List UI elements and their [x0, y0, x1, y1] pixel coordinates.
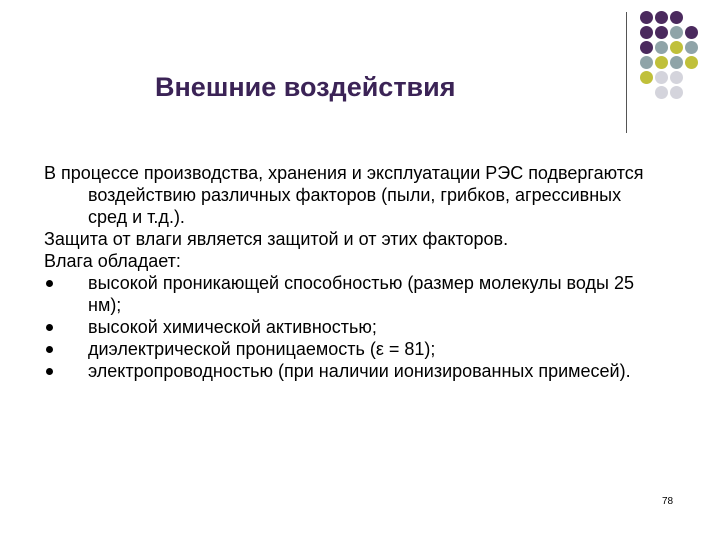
page-number: 78 [662, 496, 674, 507]
bullet-item [44, 338, 644, 360]
decorative-dot [655, 56, 668, 69]
decorative-dot [670, 86, 683, 99]
bullet-dot-icon [46, 280, 53, 287]
decorative-dot [685, 26, 698, 39]
decorative-dot [640, 11, 653, 24]
bullet-item [44, 272, 644, 316]
decorative-dot [640, 56, 653, 69]
decorative-dot [670, 71, 683, 84]
decorative-dot [670, 56, 683, 69]
bullet-text: электропроводностью (при наличии ионизированных примесей). [88, 361, 631, 381]
decorative-dot [655, 11, 668, 24]
bullet-text: высокой проникающей способностью (размер молекулы воды 25 нм); [88, 273, 634, 315]
bullet-item [44, 316, 644, 338]
decorative-dot [640, 26, 653, 39]
bullet-item [44, 360, 644, 382]
body-paragraph-intro: В процессе производства, хранения и эксплуатации РЭС подвергаются воздействию различных факторов (пыли, грибков, агрессивных сред и т.д.). [44, 163, 644, 227]
decorative-dot [685, 41, 698, 54]
decorative-dot [655, 26, 668, 39]
bullet-text: диэлектрической проницаемость (ε = 81); [88, 339, 436, 359]
body-paragraph-protection: Защита от влаги является защитой и от этих факторов. [44, 229, 509, 249]
decorative-dot [670, 26, 683, 39]
decorative-dot [670, 11, 683, 24]
decorative-dot [685, 56, 698, 69]
decorative-dot [640, 71, 653, 84]
decorative-dot [640, 41, 653, 54]
title-divider-line [626, 12, 627, 133]
bullet-dot-icon [46, 324, 53, 331]
bullet-text: высокой химической активностью; [88, 317, 377, 337]
body-paragraph-moisture: Влага обладает: [44, 251, 181, 271]
bullet-dot-icon [46, 368, 53, 375]
decorative-dot [655, 41, 668, 54]
decorative-dot [655, 86, 668, 99]
slide-title: Внешние воздействия [155, 72, 456, 102]
bullet-dot-icon [46, 346, 53, 353]
decorative-dot [655, 71, 668, 84]
decorative-dot [670, 41, 683, 54]
slide-body [44, 162, 644, 382]
